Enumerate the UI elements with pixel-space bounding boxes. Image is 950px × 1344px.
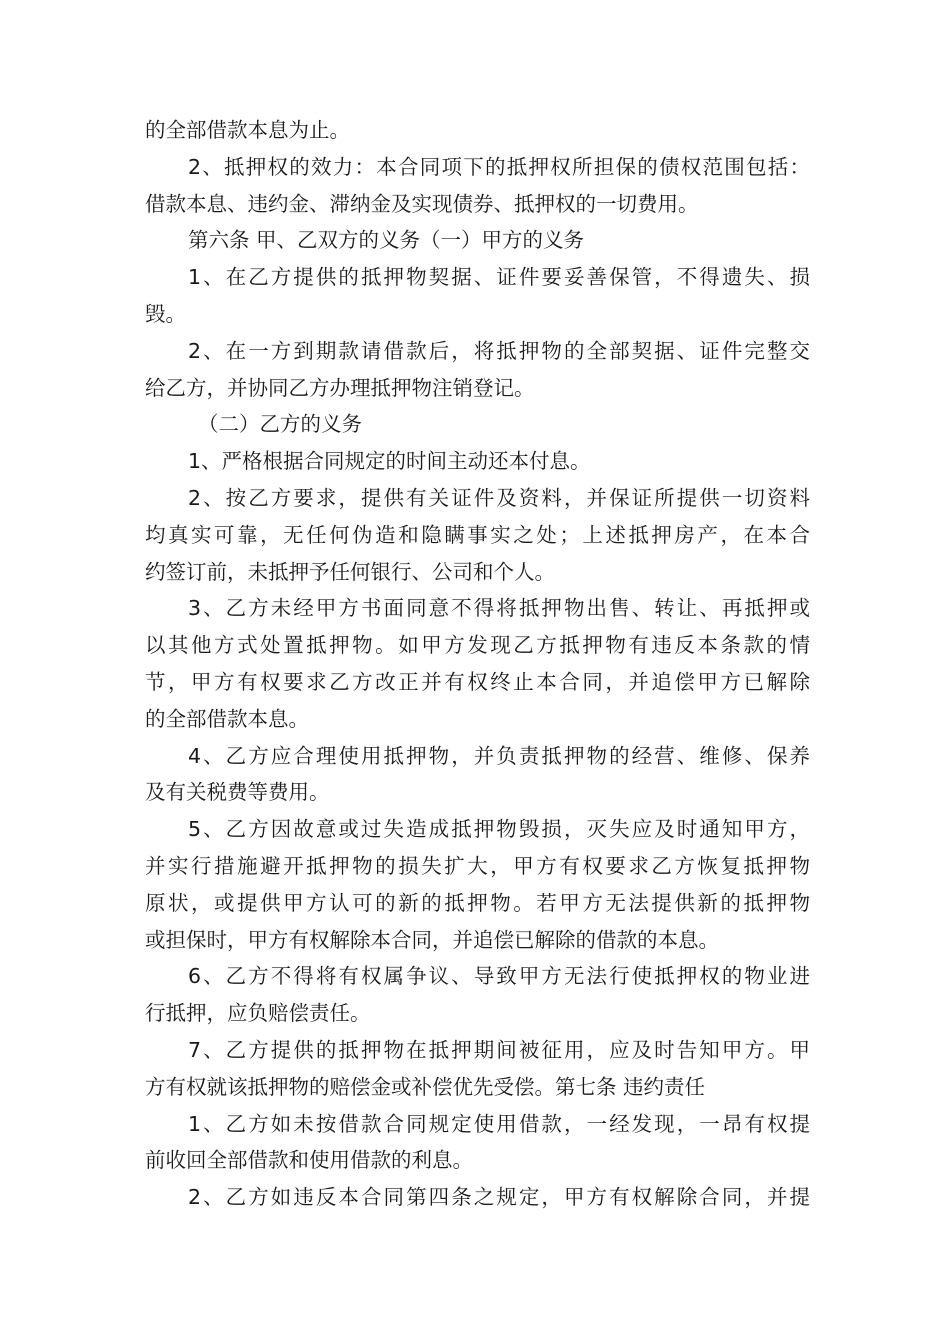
paragraph-line: 7、乙方提供的抵押物在抵押期间被征用，应及时告知甲方。甲 xyxy=(188,1037,810,1062)
paragraph-line: 5、乙方因故意或过失造成抵押物毁损，灭失应及时通知甲方， xyxy=(188,817,810,842)
paragraph-line: 并实行措施避开抵押物的损失扩大，甲方有权要求乙方恢复抵押物 xyxy=(145,853,810,878)
paragraph-line: 给乙方，并协同乙方办理抵押物注销登记。 xyxy=(145,375,535,400)
paragraph-line: 及有关税费等费用。 xyxy=(145,780,330,805)
section-heading: 第六条 甲、乙双方的义务（一）甲方的义务 xyxy=(188,228,585,253)
paragraph-line: 2、乙方如违反本合同第四条之规定，甲方有权解除合同，并提 xyxy=(188,1185,810,1210)
paragraph-line: 的全部借款本息。 xyxy=(145,706,309,731)
paragraph-line: 前收回全部借款和使用借款的利息。 xyxy=(145,1148,473,1173)
paragraph-line: 行抵押，应负赔偿责任。 xyxy=(145,1001,371,1026)
paragraph-line: 2、按乙方要求，提供有关证件及资料，并保证所提供一切资料 xyxy=(188,485,810,510)
paragraph-line: 均真实可靠，无任何伪造和隐瞒事实之处；上述抵押房产，在本合 xyxy=(145,522,810,547)
paragraph-line: 原状，或提供甲方认可的新的抵押物。若甲方无法提供新的抵押物 xyxy=(145,890,810,915)
paragraph-line: 的全部借款本息为止。 xyxy=(145,118,350,142)
paragraph-line: 2、抵押权的效力：本合同项下的抵押权所担保的债权范围包括： xyxy=(188,154,810,179)
paragraph-line: 借款本息、违约金、滞纳金及实现债券、抵押权的一切费用。 xyxy=(145,191,699,216)
paragraph-line: 1、在乙方提供的抵押物契据、证件要妥善保管，不得遗失、损 xyxy=(188,265,810,290)
paragraph-line: 以其他方式处置抵押物。如甲方发现乙方抵押物有违反本条款的情 xyxy=(145,633,810,658)
subsection-heading: （二）乙方的义务 xyxy=(198,412,362,437)
document-body xyxy=(145,112,810,1216)
paragraph-line: 约签订前，未抵押予任何银行、公司和个人。 xyxy=(145,559,555,584)
paragraph-line: 节，甲方有权要求乙方改正并有权终止本合同，并追偿甲方已解除 xyxy=(145,669,810,694)
paragraph-line: 毁。 xyxy=(145,301,186,326)
paragraph-line: 1、严格根据合同规定的时间主动还本付息。 xyxy=(188,449,591,474)
paragraph-line: 1、乙方如未按借款合同规定使用借款，一经发现，一昂有权提 xyxy=(188,1111,810,1136)
paragraph-line: 3、乙方未经甲方书面同意不得将抵押物出售、转让、再抵押或 xyxy=(188,596,810,621)
paragraph-line: 4、乙方应合理使用抵押物，并负责抵押物的经营、维修、保养 xyxy=(188,743,810,768)
paragraph-line: 2、在一方到期款请借款后，将抵押物的全部契据、证件完整交 xyxy=(188,338,810,363)
paragraph-line: 6、乙方不得将有权属争议、导致甲方无法行使抵押权的物业进 xyxy=(188,964,810,989)
paragraph-line: 方有权就该抵押物的赔偿金或补偿优先受偿。第七条 违约责任 xyxy=(145,1074,706,1099)
paragraph-line: 或担保时，甲方有权解除本合同，并追偿已解除的借款的本息。 xyxy=(145,927,719,952)
